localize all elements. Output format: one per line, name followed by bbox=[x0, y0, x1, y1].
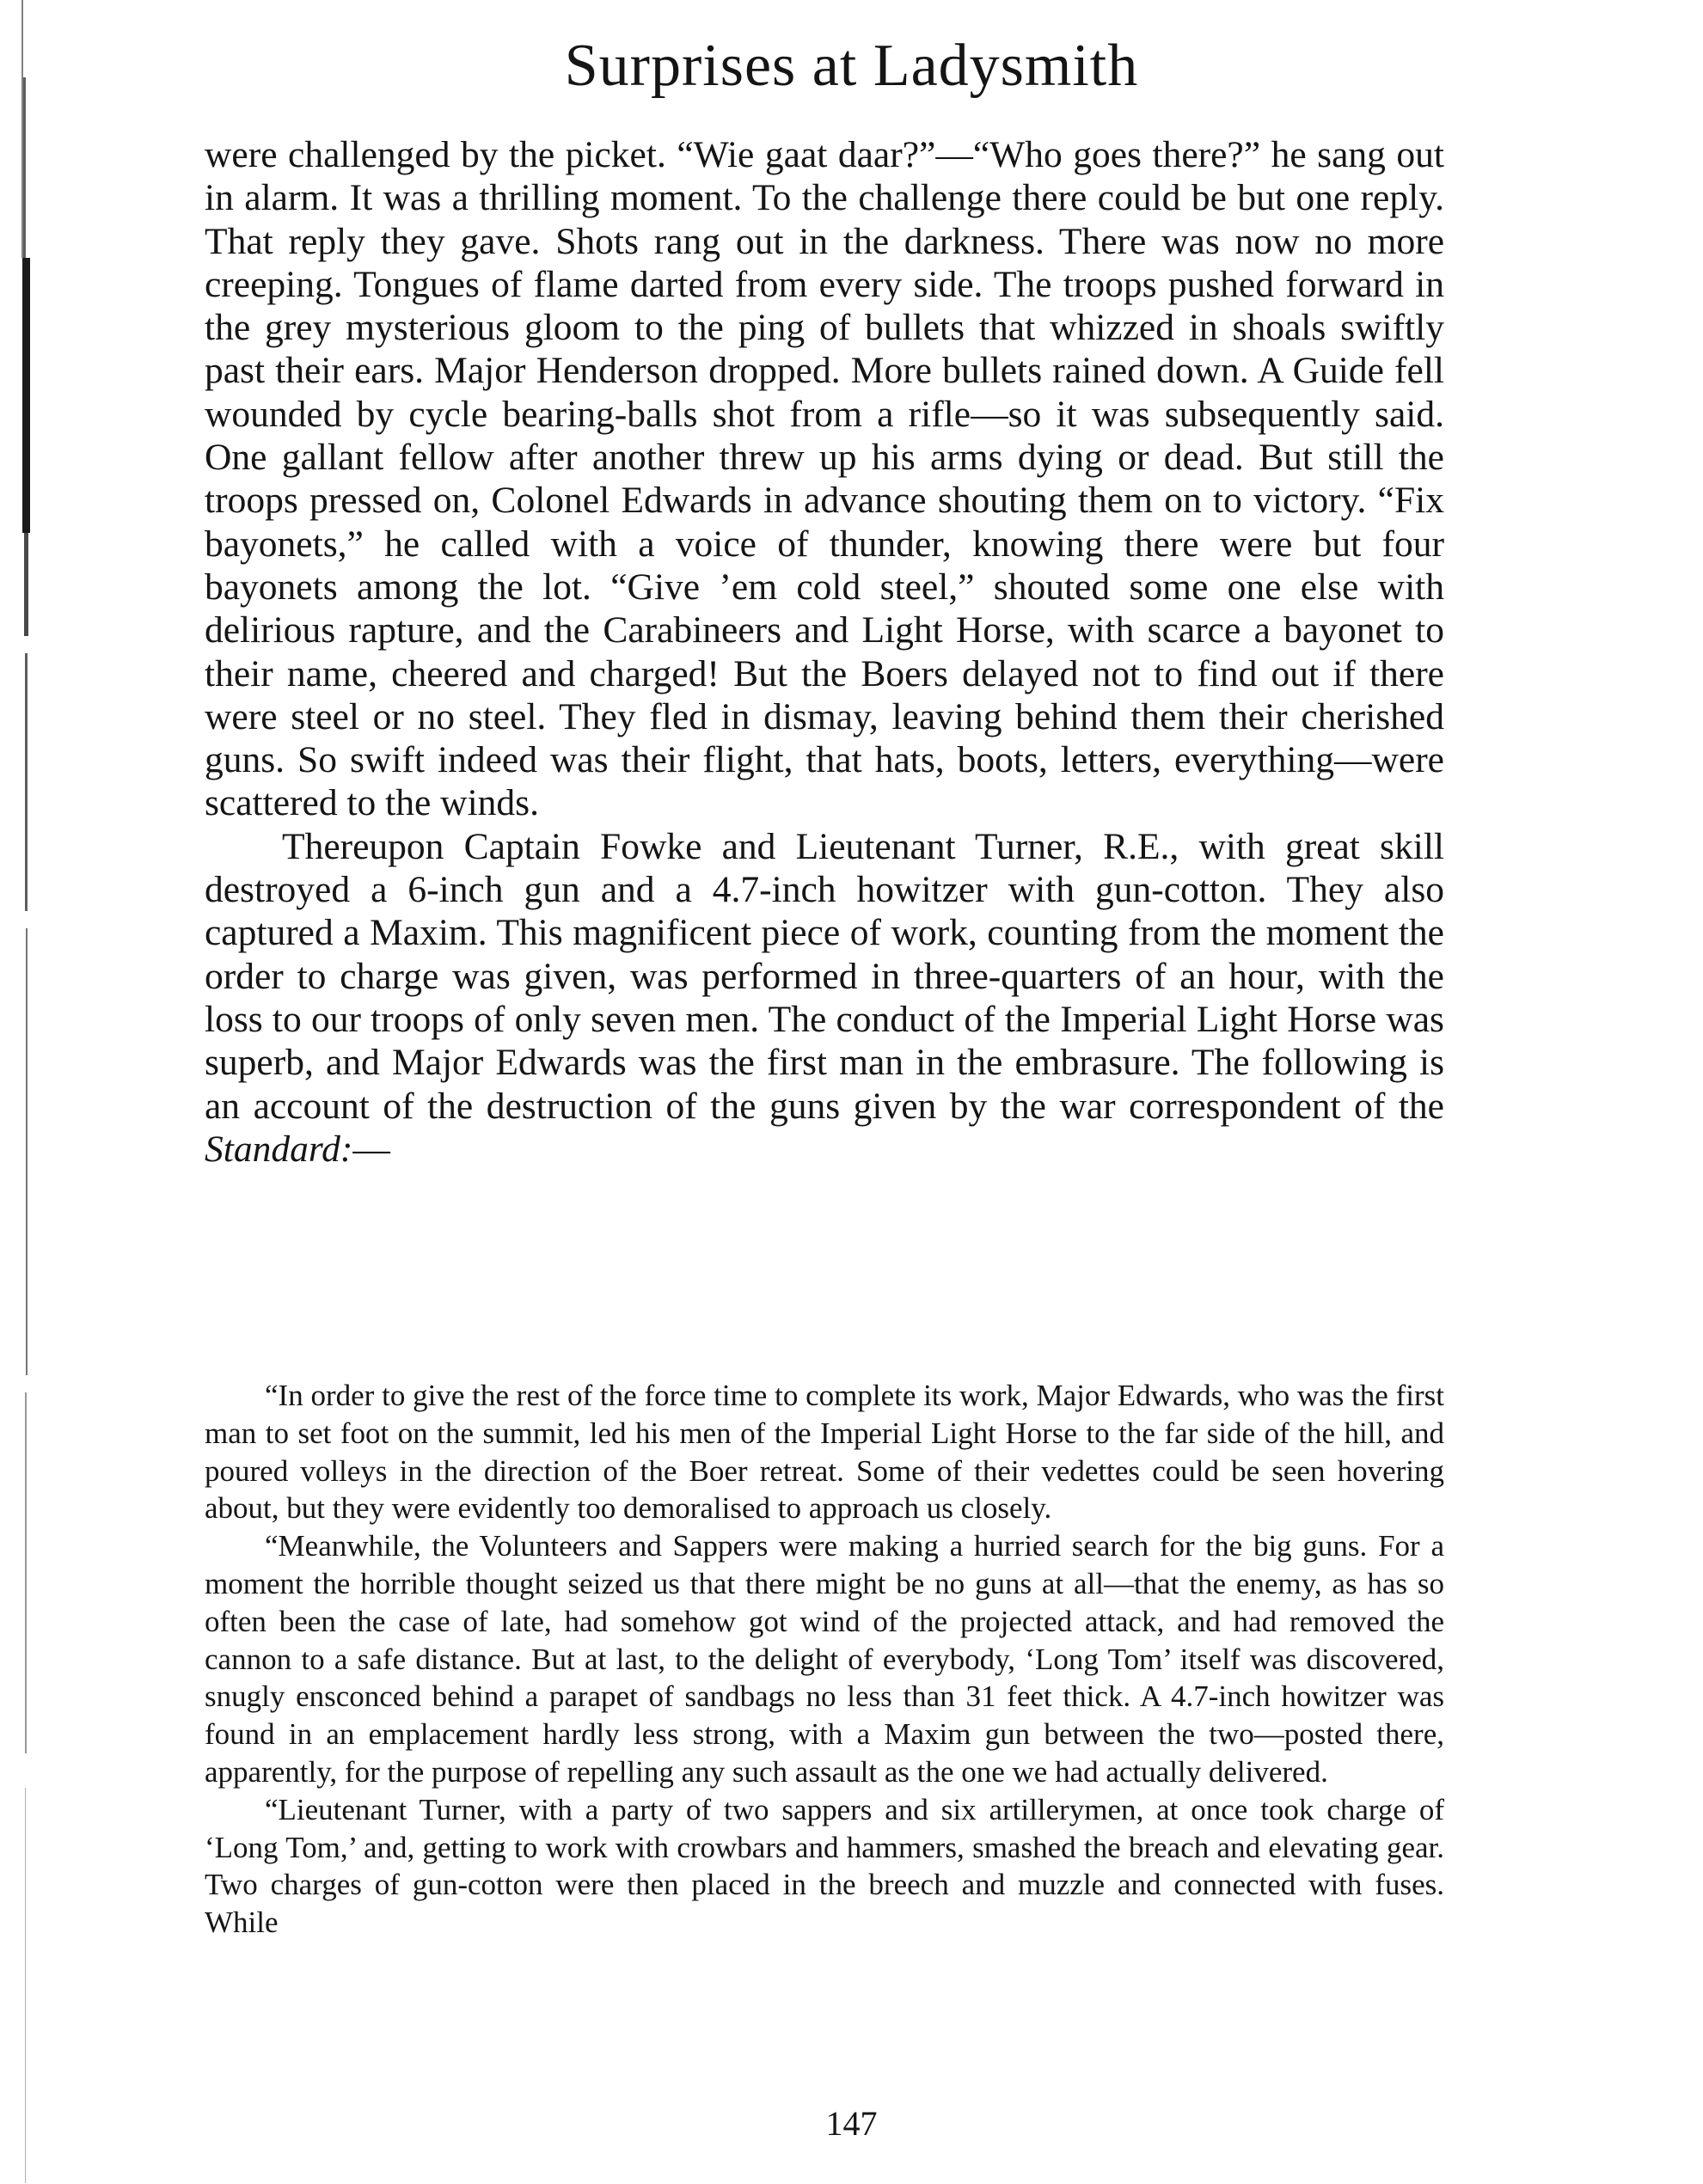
page-number: 147 bbox=[825, 2104, 878, 2143]
block-quote bbox=[205, 1377, 1444, 1942]
main-text bbox=[205, 133, 1444, 1171]
quote-paragraph-search: “Meanwhile, the Volunteers and Sappers were making a hurried search for the big guns. For a moment the horrible thought seized us that there might be no guns at all—that the enemy, as has so often been the case of late, had somehow got wind of the projected attack, and had removed the cannon to a safe distance. But at last, to the delight of everybody, ‘Long Tom’ itself was discovered, snugly ensconced behind a parapet of sandbags no less than 31 feet thick. A 4.7-inch howitzer was found in an emplacement hardly less strong, with a Maxim gun between the two—posted there, apparently, for the purpose of repelling any such assault as the one we had actually delivered. bbox=[205, 1529, 1444, 1789]
quote-paragraph-turner: “Lieutenant Turner, with a party of two sappers and six artillerymen, at once took charge of ‘Long Tom,’ and, getting to work with crowbars and hammers, smashed the breach and elevating gear. Two charges of gun-cotton were then placed in the breech and muzzle and connected with fuses. While bbox=[205, 1792, 1444, 1940]
paragraph-destruction bbox=[205, 825, 1444, 1171]
running-head: Surprises at Ladysmith bbox=[564, 33, 1139, 99]
paragraph-charge: were challenged by the picket. “Wie gaat daar?”—“Who goes there?” he sang out in alarm. It was a thrilling moment. To the challenge there could be but one reply. That reply they gave. Shots rang out in the darkness. There was now no more creeping. Tongues of flame darted from every side. The troops pushed forward in the grey mysterious gloom to the ping of bullets that whizzed in shoals swiftly past their ears. Major Henderson dropped. More bullets rained down. A Guide fell wounded by cycle bearing-balls shot from a rifle—so it was subsequently said. One gallant fellow after another threw up his arms dying or dead. But still the troops pressed on, Colonel Edwards in advance shouting them on to victory. “Fix bayonets,” he called with a voice of thunder, knowing there were but four bayonets among the lot. “Give ’em cold steel,” shouted some one else with delirious rapture, and the Carabineers and Light Horse, with scarce a bayonet to their name, cheered and charged! But the Boers delayed not to find out if there were steel or no steel. They fled in dismay, leaving behind them their cherished guns. So swift indeed was their flight, that hats, boots, letters, everything—were scattered to the winds. bbox=[205, 134, 1444, 824]
binding-edge-shadow bbox=[19, 0, 34, 2184]
paragraph-destruction-text: Thereupon Captain Fowke and Lieutenant Turner, R.E., with great skill destroyed a 6-inch gun and a 4.7-inch howitzer with gun-cotton. They also captured a Maxim. This magnificent piece of work, counting from the moment the order to charge was given, was performed in three-quarters of an hour, with the loss to our troops of only seven men. The conduct of the Imperial Light Horse was superb, and Major Edwards was the first man in the embrasure. The following is an account of the destruction of the guns given by the war correspondent of the bbox=[205, 825, 1444, 1127]
newspaper-title: Standard: bbox=[205, 1128, 353, 1170]
paragraph-destruction-dash: — bbox=[352, 1128, 390, 1170]
quote-paragraph-edwards: “In order to give the rest of the force time to complete its work, Major Edwards, who was the first man to set foot on the summit, led his men of the Imperial Light Horse to the far side of the hill, and poured volleys in the direction of the Boer retreat. Some of their vedettes could be seen hovering about, but they were evidently too demoralised to approach us closely. bbox=[205, 1379, 1444, 1526]
